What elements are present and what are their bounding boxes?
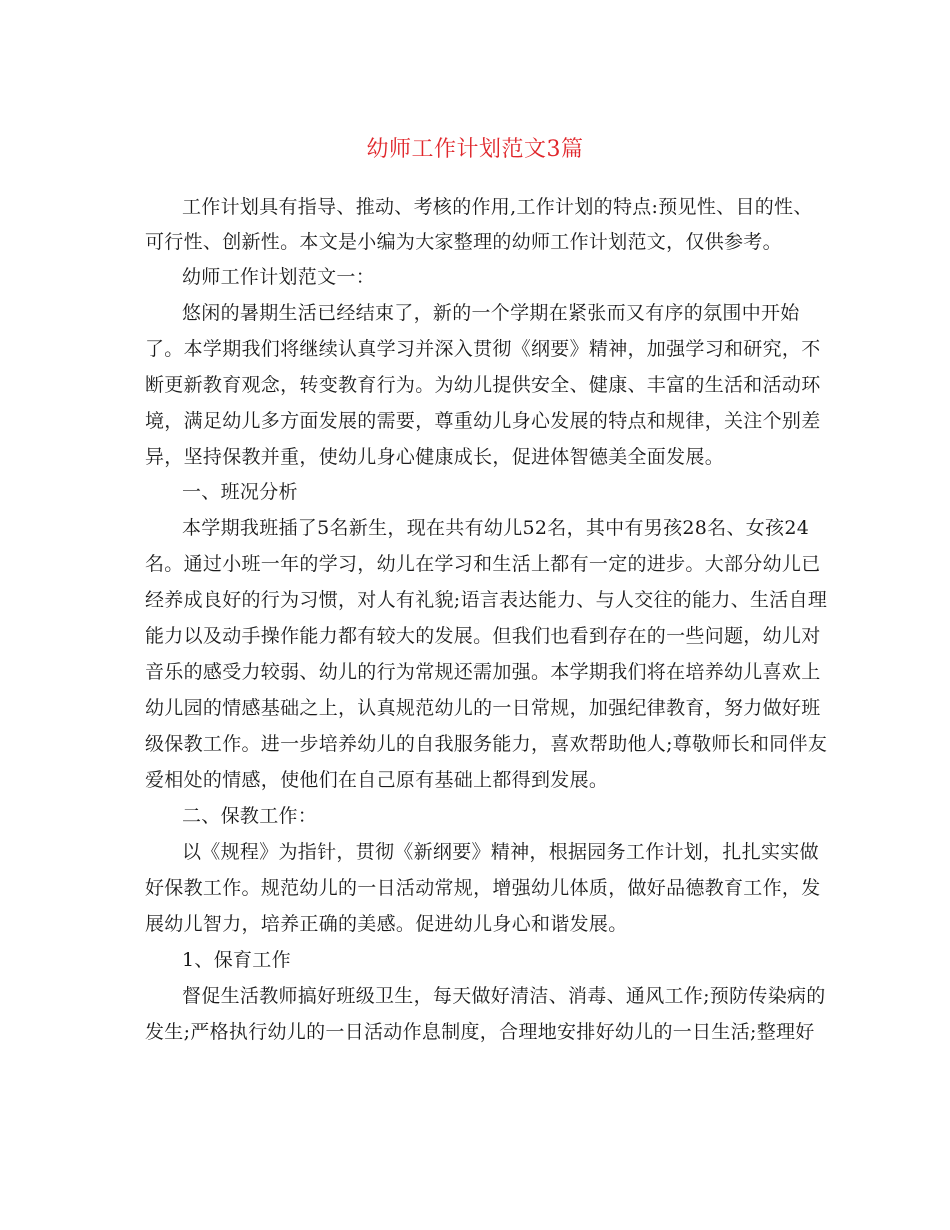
- paragraph-line: 展幼儿智力，培养正确的美感。促进幼儿身心和谐发展。: [145, 913, 628, 935]
- paragraph-line: 境，满足幼儿多方面发展的需要，尊重幼儿身心发展的特点和规律，关注个别差: [145, 410, 821, 432]
- paragraph-line: 督促生活教师搞好班级卫生，每天做好清洁、消毒、通风工作;预防传染病的: [182, 985, 826, 1007]
- paragraph-line: 本学期我班插了5名新生，现在共有幼儿52名，其中有男孩28名、女孩24: [182, 517, 810, 539]
- paragraph-line: 幼儿园的情感基础之上，认真规范幼儿的一日常规，加强纪律教育，努力做好班: [145, 697, 821, 719]
- paragraph-line: 好保教工作。规范幼儿的一日活动常规，增强幼儿体质，做好品德教育工作，发: [145, 877, 821, 899]
- section-heading: 一、班况分析: [182, 481, 298, 503]
- section-heading: 1、保育工作: [182, 949, 291, 971]
- paragraph-line: 断更新教育观念，转变教育行为。为幼儿提供安全、健康、丰富的生活和活动环: [145, 374, 821, 396]
- paragraph-line: 音乐的感受力较弱、幼儿的行为常规还需加强。本学期我们将在培养幼儿喜欢上: [145, 661, 821, 683]
- paragraph-line: 能力以及动手操作能力都有较大的发展。但我们也看到存在的一些问题，幼儿对: [145, 625, 821, 647]
- paragraph-line: 异，坚持保教并重，使幼儿身心健康成长，促进体智德美全面发展。: [145, 446, 725, 468]
- section-heading: 二、保教工作：: [182, 805, 318, 827]
- paragraph-line: 可行性、创新性。本文是小编为大家整理的幼师工作计划范文，仅供参考。: [145, 231, 782, 253]
- paragraph-line: 幼师工作计划范文一：: [182, 266, 376, 288]
- paragraph-line: 以《规程》为指针，贯彻《新纲要》精神，根据园务工作计划，扎扎实实做: [182, 841, 819, 863]
- document-title: 幼师工作计划范文3篇: [366, 137, 584, 162]
- paragraph-line: 经养成良好的行为习惯，对人有礼貌;语言表达能力、与人交往的能力、生活自理: [145, 589, 828, 611]
- paragraph-line: 发生;严格执行幼儿的一日活动作息制度，合理地安排好幼儿的一日生活;整理好: [145, 1021, 815, 1043]
- paragraph-line: 名。通过小班一年的学习，幼儿在学习和生活上都有一定的进步。大部分幼儿已: [145, 553, 821, 575]
- paragraph-line: 悠闲的暑期生活已经结束了，新的一个学期在紧张而又有序的氛围中开始: [182, 302, 800, 324]
- paragraph-line: 了。本学期我们将继续认真学习并深入贯彻《纲要》精神，加强学习和研究，不: [145, 338, 821, 360]
- paragraph-line: 爱相处的情感，使他们在自己原有基础上都得到发展。: [145, 769, 609, 791]
- paragraph-line: 工作计划具有指导、推动、考核的作用,工作计划的特点:预见性、目的性、: [182, 196, 813, 218]
- paragraph-line: 级保教工作。进一步培养幼儿的自我服务能力，喜欢帮助他人;尊敬师长和同伴友: [145, 733, 828, 755]
